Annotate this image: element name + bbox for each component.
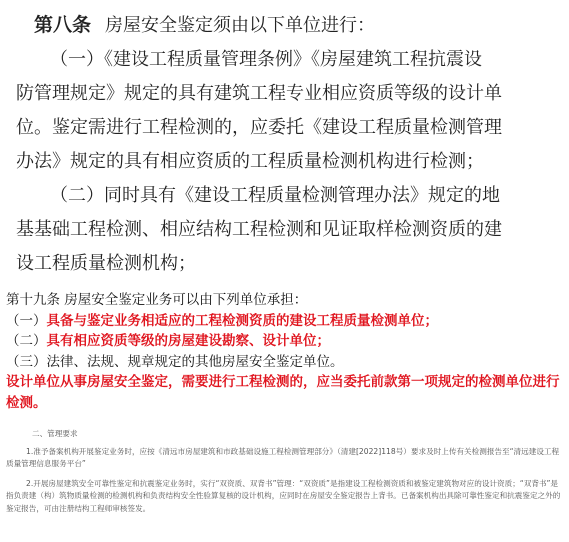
article-19-lead: 第十九条 房屋安全鉴定业务可以由下列单位承担： — [6, 292, 308, 308]
article-19-item2-text: 具有相应资质等级的房屋建设勘察、设计单位； — [46, 333, 330, 349]
article-8-intro: 房屋安全鉴定须由以下单位进行： — [105, 15, 376, 36]
management-paragraph-2: 2.开展房屋建筑安全可靠性鉴定和抗震鉴定业务时，实行“双资质、双背书”管理：“双资质”是指建设工程检测资质和被鉴定建筑物对应的设计资质；“双背书”是指负责建（构）筑物质量检测的检测机构和负责结构安全性验算复核的设计机构，应同时在房屋安全鉴定报告上背书。已备案机构出具除可靠性鉴定和抗震鉴定之外的鉴定报告，可由注册结构工程师审核签发。 — [6, 478, 561, 513]
article-19-item2-prefix: （二） — [6, 333, 47, 349]
article-8-item2-line: 设工程质量检测机构； — [16, 253, 196, 274]
article-8-item1-line: 防管理规定》规定的具有建筑工程专业相应资质等级的设计单 — [16, 83, 502, 104]
article-19-item1-prefix: （一） — [6, 312, 47, 329]
article-19-item3: （三）法律、法规、规章规定的其他房屋安全鉴定单位。 — [6, 353, 344, 370]
article-19-item1-text: 具备与鉴定业务相适应的工程检测资质的建设工程质量检测单位； — [46, 312, 438, 329]
article-8-item1-line: （一）《建设工程质量管理条例》《房屋建筑工程抗震设 — [50, 49, 482, 70]
article-8-heading — [16, 8, 561, 43]
article-19-item1 — [6, 311, 564, 332]
management-title: 二、管理要求 — [32, 429, 78, 438]
article-8-number: 第八条 — [34, 14, 92, 36]
article-8-item1-line: 办法》规定的具有相应资质的工程质量检测机构进行检测； — [16, 151, 484, 172]
article-8-item2-line: 基基础工程检测、相应结构工程检测和见证取样检测资质的建 — [16, 219, 502, 240]
management-paragraph-1: 1.准予备案机构开展鉴定业务时，应按《清远市房屋建筑和市政基础设施工程检测管理部分》（清建[2022]118号）要求及时上传有关检测报告至“清远建设工程质量管理信息服务平台” — [6, 446, 560, 468]
article-8-item1-line: 位。鉴定需进行工程检测的，应委托《建设工程质量检测管理 — [16, 117, 502, 138]
article-8-section — [16, 8, 561, 281]
article-19-section — [6, 290, 564, 413]
article-19-item2 — [6, 331, 564, 352]
management-requirements-section — [6, 428, 562, 522]
article-8-item2-line: （二）同时具有《建设工程质量检测管理办法》规定的地 — [50, 185, 500, 206]
article-19-note: 设计单位从事房屋安全鉴定，需要进行工程检测的，应当委托前款第一项规定的检测单位进行检测。 — [6, 374, 560, 411]
